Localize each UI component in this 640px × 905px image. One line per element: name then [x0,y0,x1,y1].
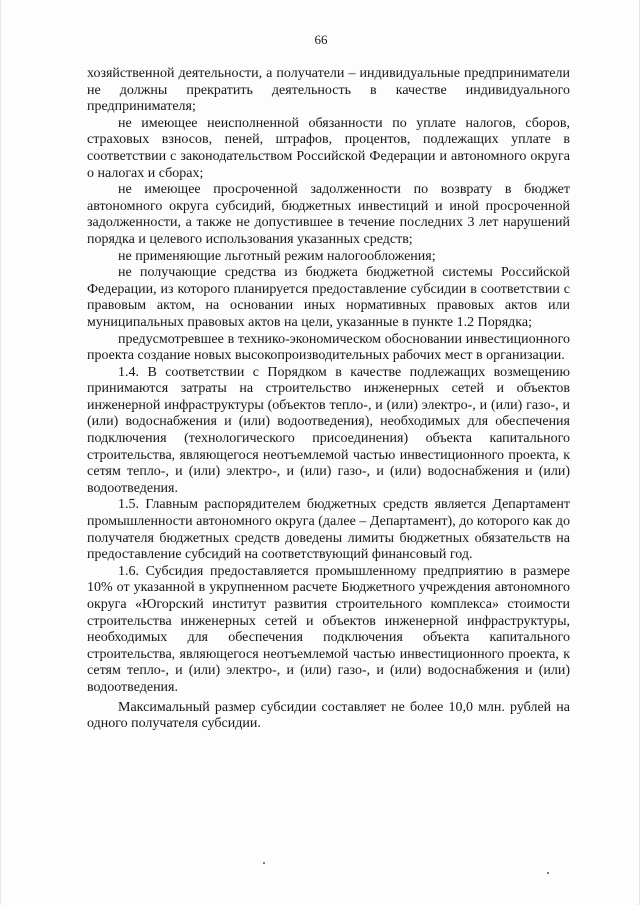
body-text [87,66,570,733]
paragraph-6: предусмотревшее в технико-экономическом обосновании инвестиционного проекта создание новых высокопроизводительных рабочих мест в организации. [87,331,570,364]
page-number: 66 [314,32,328,47]
paragraph-8: 1.5. Главным распорядителем бюджетных средств является Департамент промышленности автономного округа (далее – Департамент), до которого как до получателя бюджетных средств доведены лимиты бюджетных обязательств на предоставление субсидий на соответствующий финансовый год. [87,497,570,563]
paragraph-1: хозяйственной деятельности, а получатели – индивидуальные предприниматели не должны прекратить деятельность в качестве индивидуального предпринимателя; [87,66,570,115]
paragraph-3: не имеющее просроченной задолженности по возврату в бюджет автономного округа субсидий, бюджетных инвестиций и иной просроченной задолженности, а также не допустившее в течение последних 3 лет нарушений порядка и целевого использования указанных средств; [87,182,570,247]
paragraph-9: 1.6. Субсидия предоставляется промышленному предприятию в размере 10% от указанной в укрупненном расчете Бюджетного учреждения автономного округа «Югорский институт развития строительного комплекса» стоимости строительства инженерных сетей и объектов инженерной инфраструктуры, необходимых для обеспечения подключения объекта капитального строительства, являющегося неотъемлемой частью инвестиционного проекта, к сетям тепло-, и (или) электро-, и (или) газо-, и (или) водоснабжения и (или) водоотведения. [87,563,570,695]
paragraph-5: не получающие средства из бюджета бюджетной системы Российской Федерации, из которого планируется предоставление субсидии в соответствии с правовым актом, на основании иных нормативных правовых актов или муниципальных правовых актов на цели, указанные в пункте 1.2 Порядка; [87,265,570,330]
scan-speck [547,872,549,874]
paragraph-10: Максимальный размер субсидии составляет не более 10,0 млн. рублей на одного получателя субсидии. [87,699,570,732]
scan-speck [263,862,265,864]
paragraph-4: не применяющие льготный режим налогообложения; [118,248,436,264]
paragraph-2: не имеющее неисполненной обязанности по уплате налогов, сборов, страховых взносов, пеней, штрафов, процентов, подлежащих уплате в соответствии с законодательством Российской Федерации и автономного округа о налогах и сборах; [87,115,570,181]
paragraph-7: 1.4. В соответствии с Порядком в качестве подлежащих возмещению принимаются затраты на строительство инженерных сетей и объектов инженерной инфраструктуры (объектов тепло-, и (или) электро-, и (или) газо-, и (или) водоснабжения и (или) водоотведения), необходимых для обеспечения подключения (технологического присоединения) объекта капитального строительства, являющегося неотъемлемой частью инвестиционного проекта, к сетям тепло-, и (или) электро-, и (или) газо-, и (или) водоснабжения и (или) водоотведения. [87,364,570,496]
